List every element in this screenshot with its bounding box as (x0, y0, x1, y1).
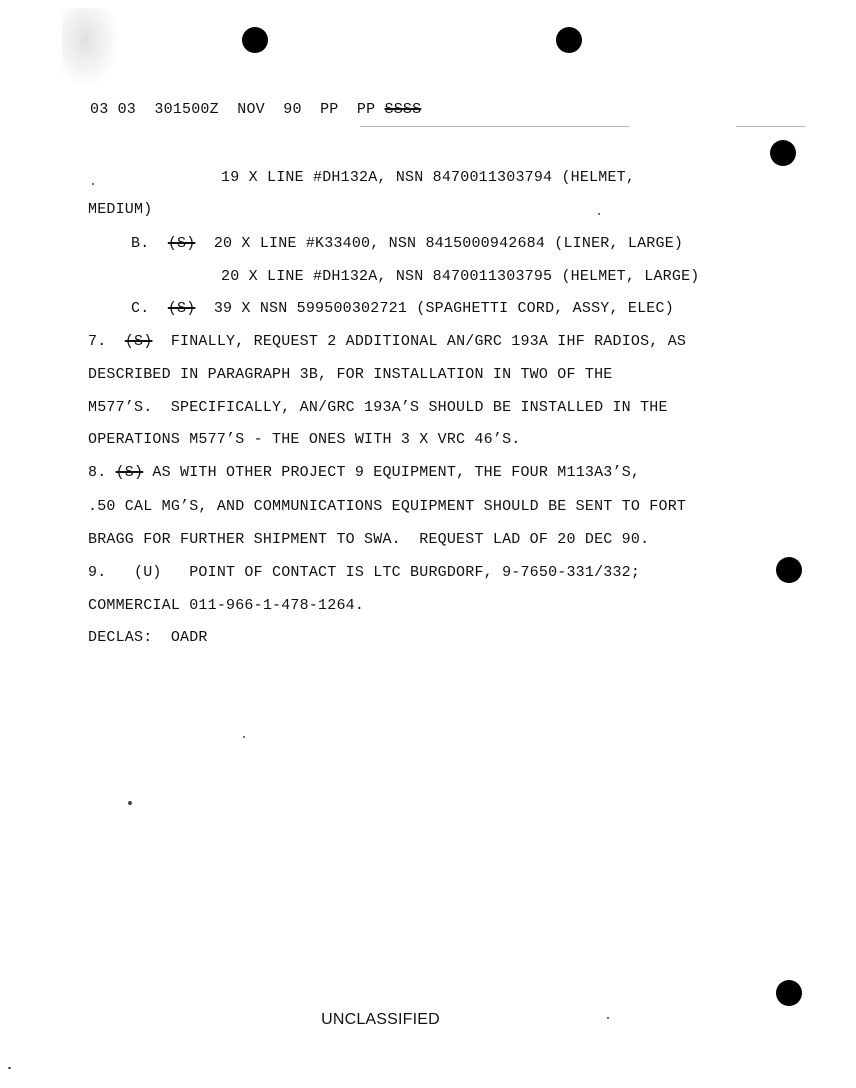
header-year: 90 (283, 101, 302, 118)
item-b (131, 235, 683, 253)
classification-footer: UNCLASSIFIED (321, 1011, 440, 1028)
punch-hole-right-3 (776, 980, 802, 1006)
para-7-line-4: OPERATIONS M577’S - THE ONES WITH 3 X VRC 46’S. (88, 431, 521, 448)
scan-smudge (62, 8, 120, 88)
header-precedence-2: PP (356, 101, 376, 118)
para-7-classification: (S) (124, 333, 153, 350)
header-rule-right (736, 126, 806, 127)
header-struck-classification: SSSS (384, 101, 422, 118)
punch-hole-right-1 (770, 140, 796, 166)
item-c-text: 39 X NSN 599500302721 (SPAGHETTI CORD, ASSY, ELEC) (213, 300, 674, 317)
header-dtg-a: 03 03 (90, 101, 137, 118)
item-c-label: C. (131, 300, 150, 317)
message-header (90, 101, 421, 119)
scan-speck (8, 1067, 11, 1069)
para-8-classification: (S) (115, 464, 144, 481)
header-dtg-b: 301500Z (154, 101, 219, 118)
punch-hole-top-right (556, 27, 582, 53)
header-rule (360, 126, 630, 127)
line-helmet-medium: 19 X LINE #DH132A, NSN 8470011303794 (HELMET, (221, 169, 636, 186)
para-7-line-3: M577’S. SPECIFICALLY, AN/GRC 193A’S SHOULD BE INSTALLED IN THE (88, 399, 668, 416)
para-8-line-2: .50 CAL MG’S, AND COMMUNICATIONS EQUIPMENT SHOULD BE SENT TO FORT (88, 498, 687, 515)
header-precedence-1: PP (320, 101, 339, 118)
header-month: NOV (237, 101, 265, 118)
scan-speck (598, 213, 600, 215)
para-8 (88, 464, 640, 482)
para-9: 9. (U) POINT OF CONTACT IS LTC BURGDORF, 9-7650-331/332; (88, 564, 641, 581)
line-medium: MEDIUM) (88, 201, 153, 218)
para-7-line-2: DESCRIBED IN PARAGRAPH 3B, FOR INSTALLATION IN TWO OF THE (88, 366, 613, 383)
para-7-text: FINALLY, REQUEST 2 ADDITIONAL AN/GRC 193A IHF RADIOS, AS (170, 333, 687, 350)
para-8-line-3: BRAGG FOR FURTHER SHIPMENT TO SWA. REQUEST LAD OF 20 DEC 90. (88, 531, 650, 548)
punch-hole-top-left (242, 27, 268, 53)
item-b-text: 20 X LINE #K33400, NSN 8415000942684 (LINER, LARGE) (213, 235, 684, 252)
para-7-label: 7. (88, 333, 107, 350)
line-helmet-large: 20 X LINE #DH132A, NSN 8470011303795 (HELMET, LARGE) (221, 268, 700, 285)
para-8-text: AS WITH OTHER PROJECT 9 EQUIPMENT, THE FOUR M113A3’S, (152, 464, 641, 481)
para-7 (88, 333, 686, 351)
item-b-label: B. (131, 235, 150, 252)
para-8-label: 8. (88, 464, 107, 481)
declassification-line: DECLAS: OADR (88, 629, 208, 646)
item-c (131, 300, 674, 318)
item-c-classification: (S) (167, 300, 196, 317)
para-9-line-2: COMMERCIAL 011-966-1-478-1264. (88, 597, 365, 614)
scan-speck (92, 183, 94, 185)
item-b-classification: (S) (167, 235, 196, 252)
scan-speck (243, 736, 245, 738)
punch-hole-right-2 (776, 557, 802, 583)
scan-speck (128, 801, 132, 805)
